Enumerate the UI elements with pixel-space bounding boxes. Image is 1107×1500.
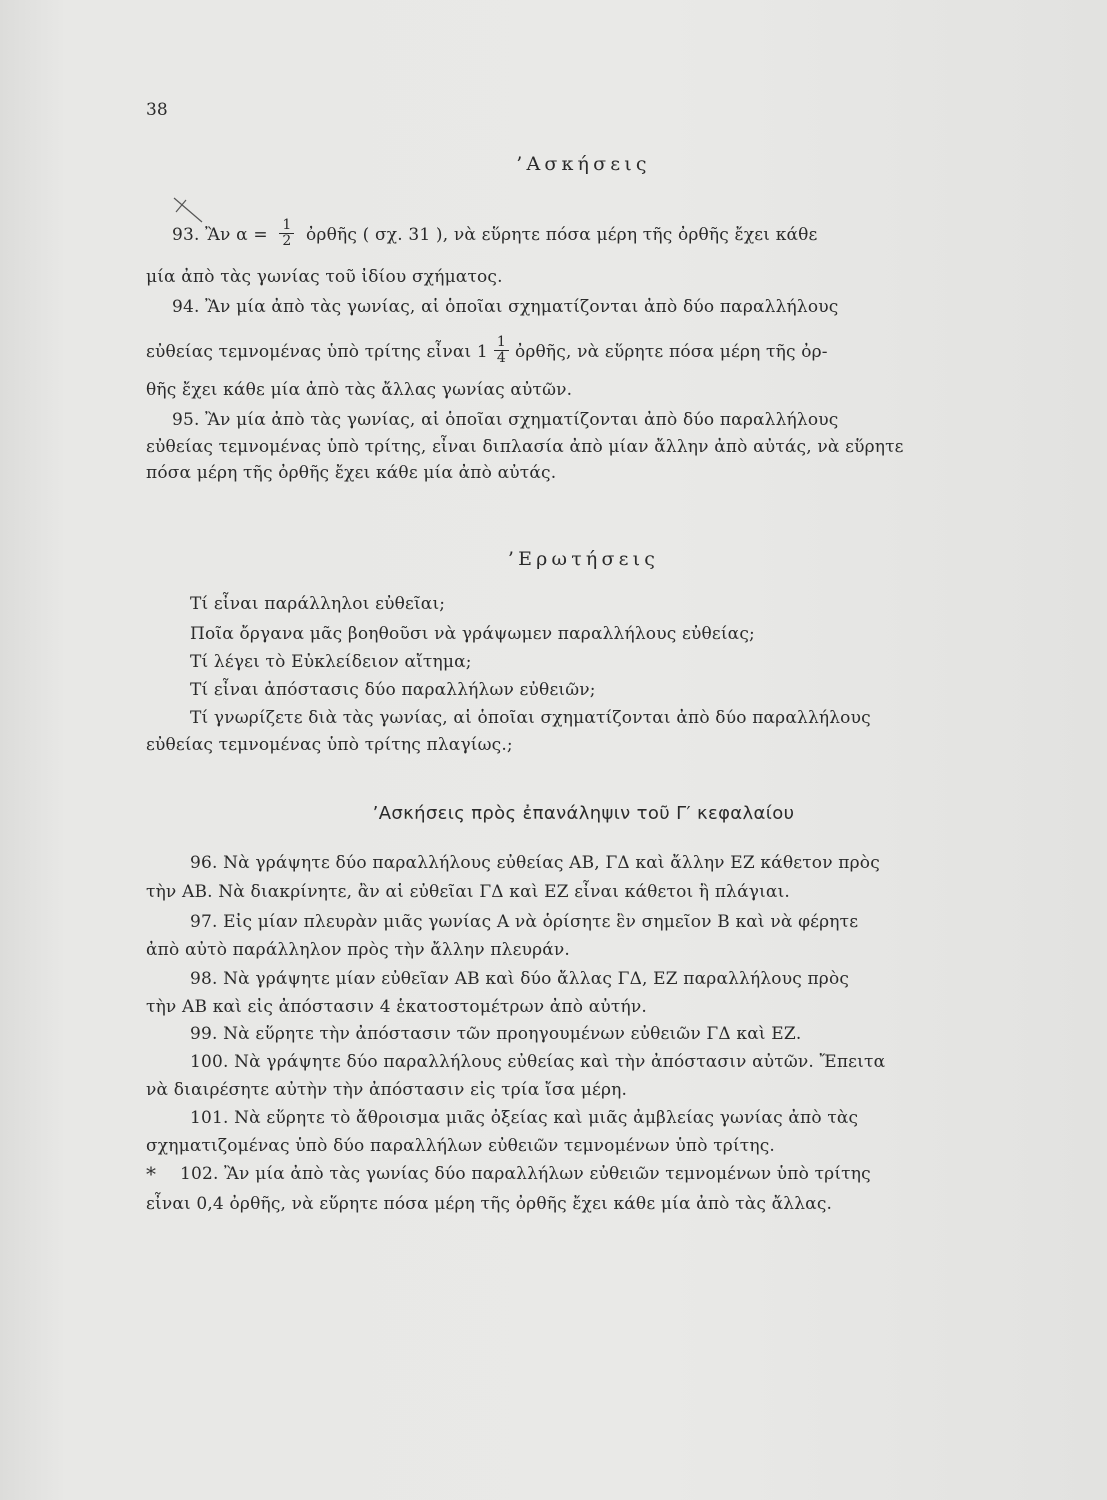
review-line: τὴν ΑΒ καὶ εἰς ἀπόστασιν 4 ἑκατοστομέτρων ἀπὸ αὐτήν. [146, 997, 647, 1017]
question-line: Τί εἶναι παράλληλοι εὐθεῖαι; [190, 594, 446, 614]
fraction-half [279, 218, 294, 249]
ex93-pre: 93. Ἂν α = [172, 225, 274, 245]
section-title-review-exercises: ’Ασκήσεις πρὸς ἐπανάληψιν τοῦ Γ′ κεφαλαίου [372, 803, 795, 824]
review-line: 102. Ἂν μία ἀπὸ τὰς γωνίας δύο παραλλήλων εὐθειῶν τεμνομένων ὑπὸ τρίτης [180, 1164, 871, 1184]
fraction-numerator: 1 [494, 335, 509, 351]
exercise-94-line-1: 94. Ἂν μία ἀπὸ τὰς γωνίας, αἱ ὁποῖαι σχηματίζονται ἀπὸ δύο παραλλήλους [172, 297, 839, 317]
question-line: Τί εἶναι ἀπόστασις δύο παραλλήλων εὐθειῶν; [190, 680, 596, 700]
page-number: 38 [146, 100, 168, 120]
question-line: Τί γνωρίζετε διὰ τὰς γωνίας, αἱ ὁποῖαι σχηματίζονται ἀπὸ δύο παραλλήλους [190, 708, 871, 728]
ex93-post: ὀρθῆς ( σχ. 31 ), νὰ εὕρητε πόσα μέρη τῆς ὀρθῆς ἔχει κάθε [300, 225, 818, 245]
question-line: Ποῖα ὄργανα μᾶς βοηθοῦσι νὰ γράψωμεν παραλλήλους εὐθείας; [190, 624, 755, 644]
review-line: σχηματιζομένας ὑπὸ δύο παραλλήλων εὐθειῶν τεμνομένων ὑπὸ τρίτης. [146, 1136, 775, 1156]
exercise-95-line-2: εὐθείας τεμνομένας ὑπὸ τρίτης, εἶναι διπλασία ἀπὸ μίαν ἄλλην ἀπὸ αὐτάς, νὰ εὕρητε [146, 437, 904, 457]
review-line: 96. Νὰ γράψητε δύο παραλλήλους εὐθείας ΑΒ, ΓΔ καὶ ἄλλην ΕΖ κάθετον πρὸς [190, 853, 880, 873]
review-line: 98. Νὰ γράψητε μίαν εὐθεῖαν ΑΒ καὶ δύο ἄλλας ΓΔ, ΕΖ παραλλήλους πρὸς [190, 969, 850, 989]
review-line: εἶναι 0,4 ὀρθῆς, νὰ εὕρητε πόσα μέρη τῆς ὀρθῆς ἔχει κάθε μία ἀπὸ τὰς ἄλλας. [146, 1194, 833, 1214]
exercise-93-line-2: μία ἀπὸ τὰς γωνίας τοῦ ἰδίου σχήματος. [146, 267, 503, 287]
section-title-questions: ’Ερωτήσεις [507, 548, 660, 570]
exercise-95-line-1: 95. Ἂν μία ἀπὸ τὰς γωνίας, αἱ ὁποῖαι σχηματίζονται ἀπὸ δύο παραλλήλους [172, 410, 839, 430]
review-line: ἀπὸ αὐτὸ παράλληλον πρὸς τὴν ἄλλην πλευράν. [146, 940, 570, 960]
review-line: νὰ διαιρέσητε αὐτὴν τὴν ἀπόστασιν εἰς τρία ἴσα μέρη. [146, 1080, 628, 1100]
exercise-94-line-2 [146, 334, 828, 368]
exercise-95-line-3: πόσα μέρη τῆς ὀρθῆς ἔχει κάθε μία ἀπὸ αὐτάς. [146, 463, 557, 483]
review-line: 101. Νὰ εὕρητε τὸ ἄθροισμα μιᾶς ὀξείας καὶ μιᾶς ἀμβλείας γωνίας ἀπὸ τὰς [190, 1108, 859, 1128]
ex94-post: ὀρθῆς, νὰ εὕρητε πόσα μέρη τῆς ὀρ- [514, 342, 828, 362]
review-line: τὴν ΑΒ. Νὰ διακρίνητε, ἂν αἱ εὐθεῖαι ΓΔ καὶ ΕΖ εἶναι κάθετοι ἢ πλάγιαι. [146, 882, 790, 902]
review-line: 97. Εἰς μίαν πλευρὰν μιᾶς γωνίας Α νὰ ὁρίσητε ἓν σημεῖον Β καὶ νὰ φέρητε [190, 912, 859, 932]
fraction-numerator: 1 [279, 218, 294, 234]
fraction-quarter [494, 335, 509, 366]
review-line: 100. Νὰ γράψητε δύο παραλλήλους εὐθείας καὶ τὴν ἀπόστασιν αὐτῶν. Ἔπειτα [190, 1052, 886, 1072]
question-line: εὐθείας τεμνομένας ὑπὸ τρίτης πλαγίως.; [146, 735, 513, 755]
review-line: 99. Νὰ εὕρητε τὴν ἀπόστασιν τῶν προηγουμένων εὐθειῶν ΓΔ καὶ ΕΖ. [190, 1024, 802, 1044]
exercise-94-line-3: θῆς ἔχει κάθε μία ἀπὸ τὰς ἄλλας γωνίας αὐτῶν. [146, 380, 573, 400]
fraction-denominator: 4 [496, 350, 506, 366]
section-title-exercises: ’Ασκήσεις [516, 153, 651, 175]
question-line: Τί λέγει τὸ Εὐκλείδειον αἴτημα; [190, 652, 472, 672]
ex94-pre: εὐθείας τεμνομένας ὑπὸ τρίτης εἶναι 1 [146, 342, 488, 362]
star-mark-icon: * [146, 1162, 156, 1186]
exercise-93-line-1 [172, 217, 818, 251]
fraction-denominator: 2 [282, 233, 292, 249]
